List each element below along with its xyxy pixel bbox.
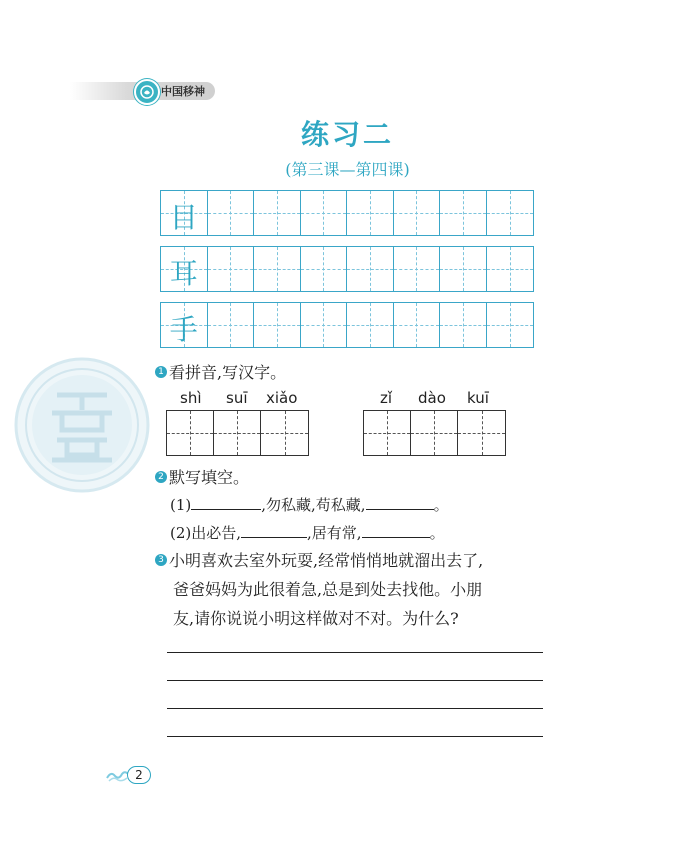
page-title: 练习二 [300, 118, 394, 151]
blank-input[interactable] [191, 495, 261, 510]
question-1 [155, 360, 286, 383]
pinyin: xiǎo [266, 389, 298, 407]
pinyin: dào [418, 389, 446, 407]
answer-line[interactable] [167, 708, 543, 709]
writing-boxes-group-1[interactable] [166, 410, 309, 456]
answer-line[interactable] [167, 736, 543, 737]
question-3: 3 小明喜欢去室外玩耍,经常悄悄地就溜出去了, 爸爸妈妈为此很着急,总是到处去找他。小朋 友,请你说说小明这样做对不对。为什么? [155, 546, 555, 633]
blank-input[interactable] [366, 495, 434, 510]
writing-boxes-group-2[interactable] [363, 410, 506, 456]
book-logo-icon [134, 79, 160, 105]
question-number: 1 [155, 366, 167, 378]
practice-grid-row [160, 246, 534, 292]
pinyin: zǐ [380, 389, 393, 407]
blank-input[interactable] [241, 523, 307, 538]
question-2 [155, 465, 249, 488]
blank-input[interactable] [362, 523, 430, 538]
fill-line-1: (1) ,勿私藏,苟私藏, 。 [170, 496, 449, 514]
question-number: 3 [155, 554, 167, 566]
answer-line[interactable] [167, 680, 543, 681]
page-subtitle: (第三课—第四课) [285, 160, 410, 179]
practice-char: 目 [169, 201, 198, 234]
header-title: 中国移神 [161, 85, 205, 98]
decorative-medallion-icon [12, 355, 152, 495]
answer-line[interactable] [167, 652, 543, 653]
pinyin: suī [226, 389, 248, 407]
practice-char: 耳 [169, 257, 198, 290]
practice-grid-row [160, 302, 534, 348]
question-1-label: 看拼音,写汉字。 [169, 363, 287, 382]
practice-char: 手 [169, 313, 198, 346]
fill-line-2: (2)出必告, ,居有常, 。 [170, 524, 445, 542]
pinyin: shì [180, 389, 202, 407]
page-number: 2 [127, 766, 151, 784]
question-2-label: 默写填空。 [169, 468, 250, 487]
pinyin: kuī [467, 389, 489, 407]
practice-grid-row [160, 190, 534, 236]
question-number: 2 [155, 471, 167, 483]
